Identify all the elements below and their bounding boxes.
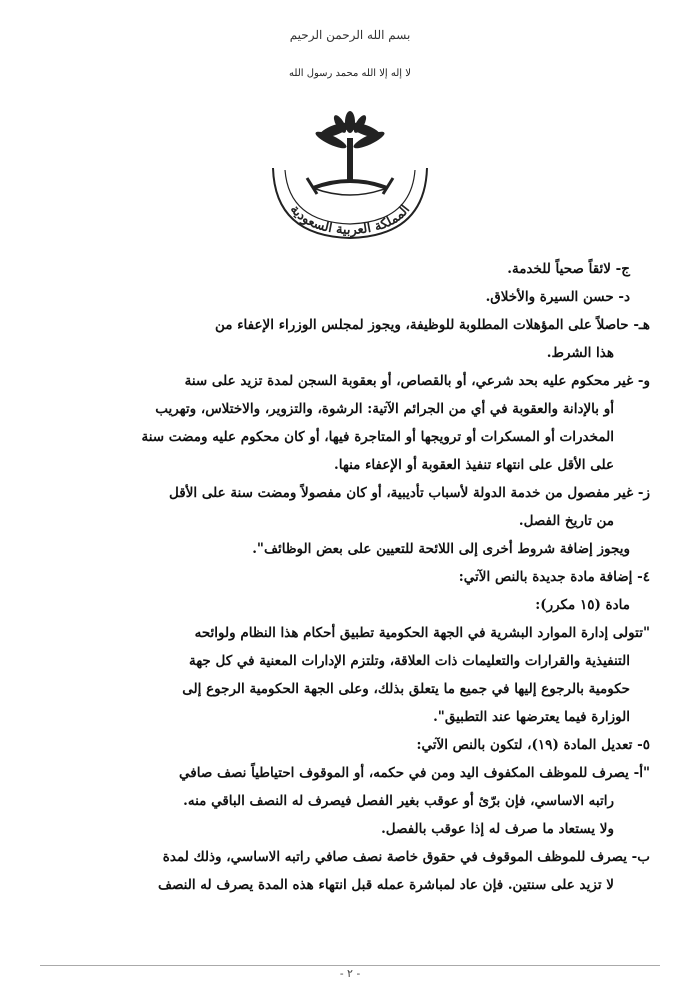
section-4-heading: ٤- إضافة مادة جديدة بالنص الآتي: bbox=[458, 569, 650, 585]
article-19-b-line2: لا تزيد على سنتين. فإن عاد لمباشرة عمله قبل انتهاء هذه المدة يصرف له النصف bbox=[157, 877, 614, 893]
article-19-b-line1: ب- يصرف للموظف الموقوف في حقوق خاصة نصف صافي راتبه الاساسي، وذلك لمدة bbox=[162, 849, 650, 865]
item-z-line1: ز- غير مفصول من خدمة الدولة لأسباب تأديبية، أو كان مفصولاً ومضت سنة على الأقل bbox=[169, 485, 650, 501]
article-19-a-line1: "أ- يصرف للموظف المكفوف اليد ومن في حكمه، أو الموقوف احتياطياً نصف صافي bbox=[179, 765, 650, 781]
shahada-calligraphy: لا إله إلا الله محمد رسول الله bbox=[289, 68, 411, 79]
item-w-line1: و- غير محكوم عليه بحد شرعي، أو بالقصاص، أو بعقوبة السجن لمدة تزيد على سنة bbox=[184, 373, 650, 389]
item-j: ج- لائقاً صحياً للخدمة. bbox=[507, 261, 630, 277]
item-w-line2: أو بالإدانة والعقوبة في أي من الجرائم الآتية: الرشوة، والتزوير، والاختلاس، وتهريب bbox=[155, 401, 614, 417]
item-w-line4: على الأقل على انتهاء تنفيذ العقوبة أو الإعفاء منها. bbox=[334, 457, 614, 473]
article-15-bis-title: مادة (١٥ مكرر): bbox=[535, 597, 630, 613]
item-h-line1: هـ- حاصلاً على المؤهلات المطلوبة للوظيفة، ويجوز لمجلس الوزراء الإعفاء من bbox=[214, 317, 650, 333]
article-15-line1: "تتولى إدارة الموارد البشرية في الجهة الحكومية تطبيق أحكام هذا النظام ولوائحه bbox=[194, 625, 650, 641]
additional-conditions-note: ويجوز إضافة شروط أخرى إلى اللائحة للتعيين على بعض الوظائف". bbox=[252, 541, 630, 557]
item-w-line3: المخدرات أو المسكرات أو ترويجها أو المتاجرة فيها، أو كان محكوم عليه ومضت سنة bbox=[141, 429, 614, 445]
article-15-line3: حكومية بالرجوع إليها في جميع ما يتعلق بذلك، وعلى الجهة الحكومية الرجوع إلى bbox=[182, 681, 630, 697]
page-number: - ٢ - bbox=[339, 967, 361, 980]
footer-divider bbox=[40, 965, 660, 966]
article-15-line2: التنفيذية والقرارات والتعليمات ذات العلاقة، وتلتزم الإدارات المعنية في كل جهة bbox=[188, 653, 630, 669]
basmala: بسم الله الرحمن الرحيم bbox=[289, 28, 411, 42]
saudi-emblem-seal bbox=[255, 108, 445, 243]
section-5-heading: ٥- تعديل المادة (١٩)، لتكون بالنص الآتي: bbox=[416, 737, 650, 753]
item-z-line2: من تاريخ الفصل. bbox=[518, 513, 614, 529]
svg-text:المملكة العربية السعودية: المملكة العربية السعودية bbox=[286, 202, 414, 239]
document-body bbox=[30, 255, 650, 899]
item-h-line2: هذا الشرط. bbox=[546, 345, 614, 361]
article-15-line4: الوزارة فيما يعترضها عند التطبيق". bbox=[433, 709, 630, 725]
item-d: د- حسن السيرة والأخلاق. bbox=[485, 289, 630, 305]
article-19-a-line2: راتبه الاساسي، فإن برّئ أو عوقب بغير الفصل فيصرف له النصف الباقي منه. bbox=[183, 793, 614, 809]
article-19-a-line3: ولا يستعاد ما صرف له إذا عوقب بالفصل. bbox=[381, 821, 614, 837]
